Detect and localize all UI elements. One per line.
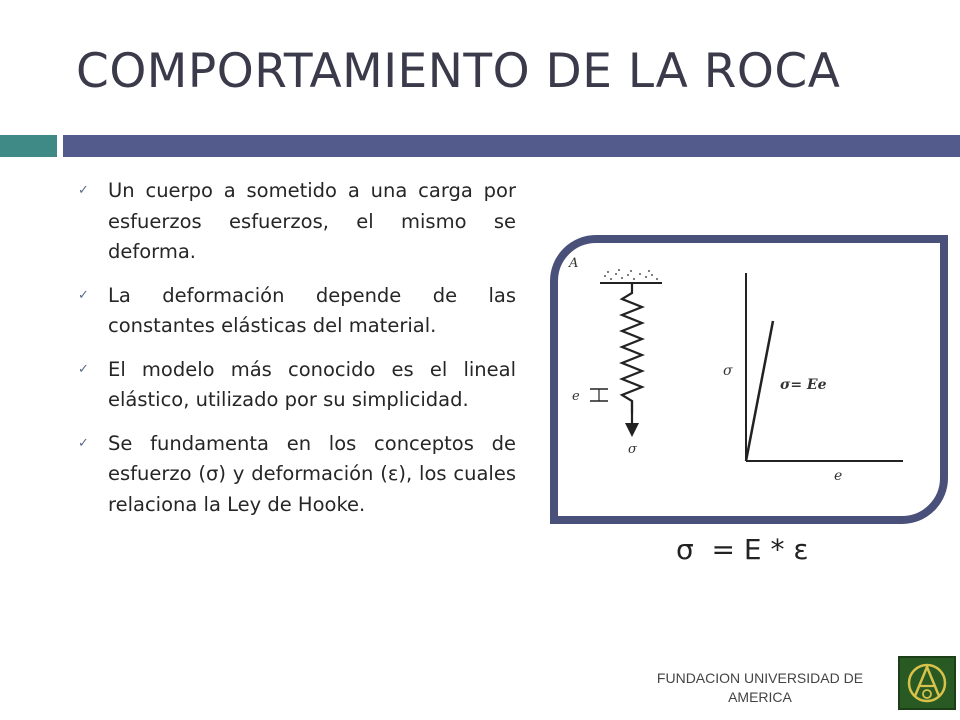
title-accent-bar-teal bbox=[0, 135, 57, 157]
list-item bbox=[78, 355, 516, 416]
title-accent-bar-indigo bbox=[63, 135, 960, 157]
stress-strain-line bbox=[746, 321, 773, 461]
spring bbox=[622, 283, 642, 413]
fixed-support bbox=[600, 269, 662, 283]
checkmark-icon: ✓ bbox=[78, 183, 89, 198]
bullet-list bbox=[78, 176, 516, 533]
checkmark-icon: ✓ bbox=[78, 435, 89, 451]
y-axis-label: σ bbox=[723, 363, 733, 379]
hooke-figure-frame bbox=[550, 235, 948, 524]
extension-label: e bbox=[572, 389, 580, 404]
bullet-text: El modelo más conocido es el lineal elástico, utilizado por su simplicidad. bbox=[108, 357, 516, 411]
list-item bbox=[78, 429, 516, 521]
bullet-text: Un cuerpo a sometido a una carga por esfuerzos esfuerzos, el mismo se deforma. bbox=[108, 179, 516, 263]
university-logo bbox=[898, 656, 956, 710]
bullet-text: Se fundamenta en los conceptos de esfuerzo (σ) y deformación (ε), los cuales relaciona la Ley de Hooke. bbox=[108, 431, 516, 516]
line-equation-label: σ= Ee bbox=[780, 377, 827, 393]
page-title: COMPORTAMIENTO DE LA ROCA bbox=[76, 44, 841, 99]
checkmark-icon: ✓ bbox=[78, 361, 89, 377]
checkmark-icon: ✓ bbox=[78, 287, 89, 303]
hooke-formula: σ = E * ε bbox=[676, 533, 809, 566]
force-label: σ bbox=[628, 442, 637, 457]
list-item bbox=[78, 176, 516, 268]
panel-label: A bbox=[569, 256, 579, 271]
logo-emblem-icon bbox=[900, 658, 954, 708]
x-axis-label: e bbox=[834, 468, 843, 484]
list-item bbox=[78, 281, 516, 342]
footer-institution: FUNDACION UNIVERSIDAD DE AMERICA bbox=[656, 670, 864, 705]
hooke-diagram bbox=[558, 243, 940, 516]
arrow-down-icon bbox=[625, 423, 639, 437]
bullet-text: La deformación depende de las constantes elásticas del material. bbox=[108, 283, 516, 337]
